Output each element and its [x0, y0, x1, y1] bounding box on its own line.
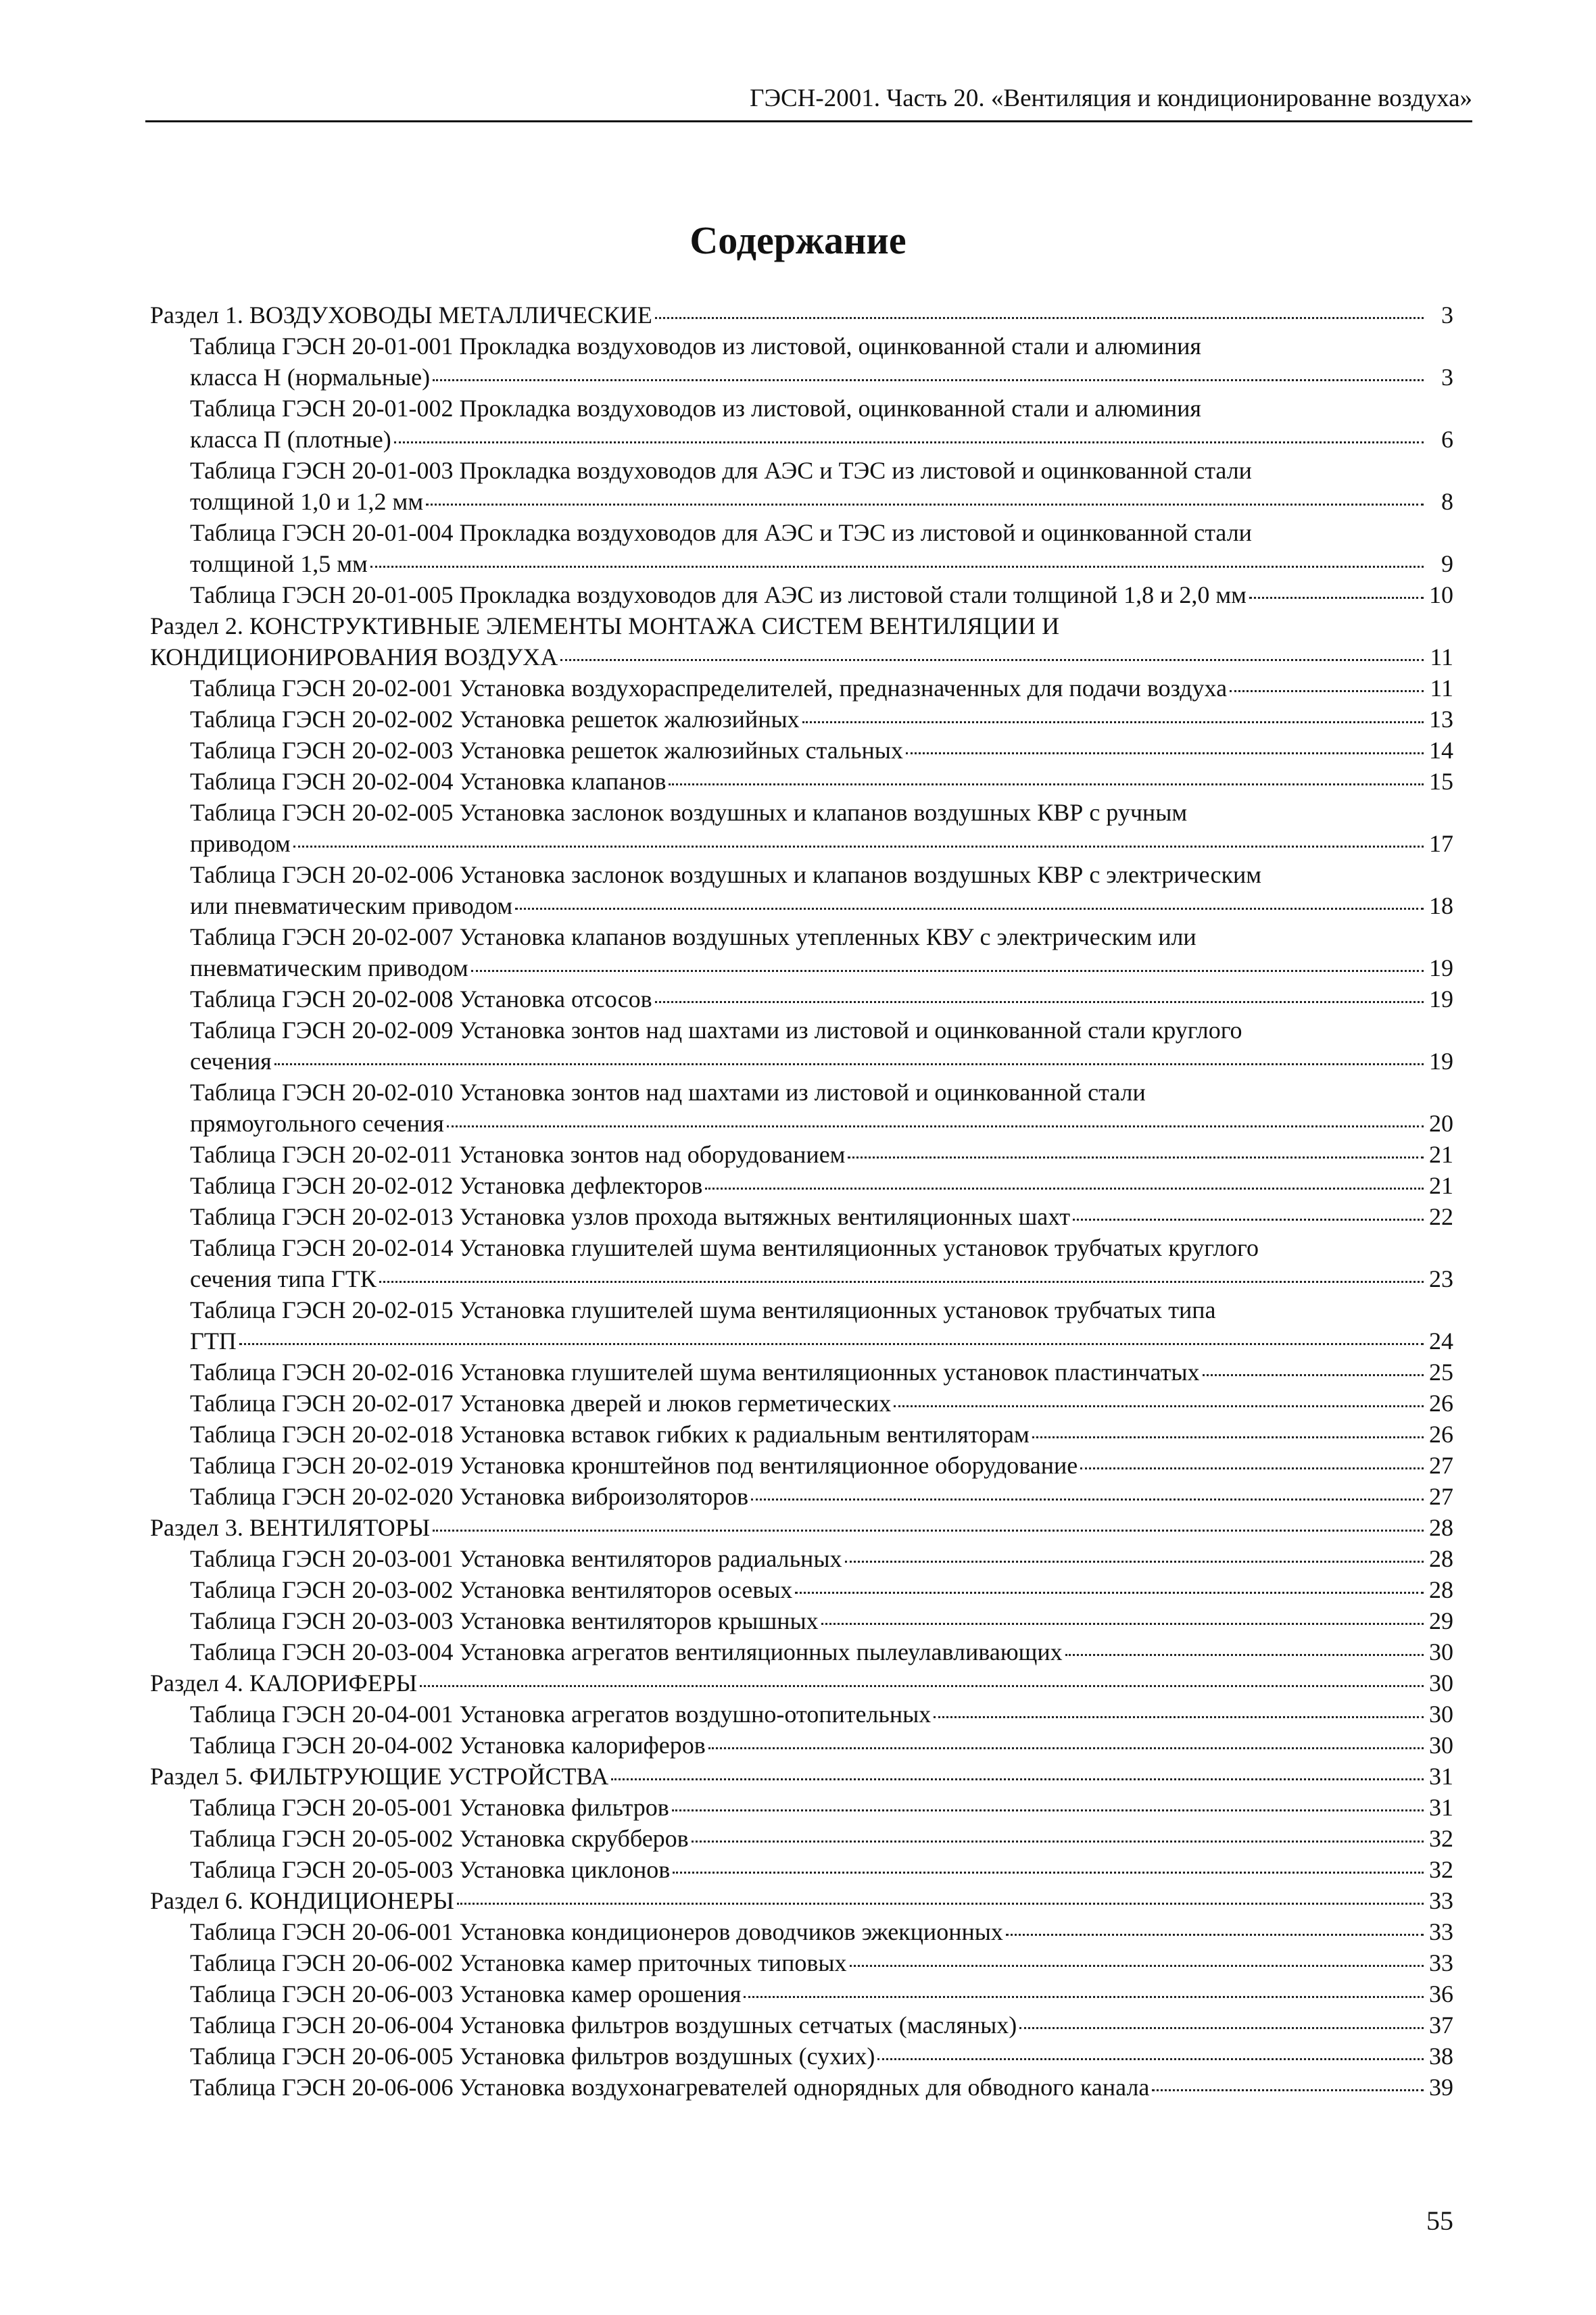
toc-entry-row	[190, 1325, 1453, 1357]
toc-entry-title: Таблица ГЭСН 20-03-004 Установка агрегатов вентиляционных пылеулавливающих	[190, 1638, 1063, 1665]
dot-leader	[426, 504, 1424, 506]
dot-leader	[1203, 1374, 1424, 1376]
toc-entry-row	[190, 952, 1453, 983]
toc-entry-title: Таблица ГЭСН 20-05-001 Установка фильтров	[190, 1794, 669, 1821]
toc-page-number: 13	[1429, 706, 1453, 733]
dot-leader	[795, 1592, 1424, 1594]
dot-leader	[274, 1063, 1424, 1065]
toc-page-number: 17	[1429, 830, 1453, 857]
toc-entry-title: Таблица ГЭСН 20-06-006 Установка воздухонагревателей однорядных для обводного канала	[190, 2074, 1150, 2101]
toc-table-entry[interactable]	[150, 1139, 1453, 1170]
dot-leader	[692, 1841, 1424, 1843]
dot-leader	[420, 1685, 1424, 1687]
toc-table-entry[interactable]	[150, 859, 1453, 921]
toc-entry-row	[190, 486, 1453, 517]
toc-table-entry[interactable]	[150, 1201, 1453, 1232]
toc-entry-title: Таблица ГЭСН 20-04-002 Установка калориферов	[190, 1732, 706, 1759]
toc-page-number: 38	[1429, 2043, 1453, 2070]
toc-entry-row	[190, 2072, 1453, 2103]
toc-entry-title: Таблица ГЭСН 20-02-004 Установка клапанов	[190, 768, 667, 795]
toc-section-entry[interactable]	[150, 1761, 1453, 1792]
toc-table-entry[interactable]	[150, 1419, 1453, 1450]
toc-table-entry[interactable]	[150, 1916, 1453, 1947]
dot-leader	[379, 1281, 1424, 1283]
toc-entry-title: сечения	[190, 1048, 272, 1075]
dot-leader	[471, 970, 1424, 972]
toc-entry-row	[190, 766, 1453, 797]
toc-table-entry[interactable]	[150, 393, 1453, 455]
toc-entry-row	[150, 1885, 1453, 1916]
toc-entry-row	[190, 1170, 1453, 1201]
toc-page-number: 18	[1429, 892, 1453, 919]
dot-leader	[934, 1716, 1424, 1718]
dot-leader	[433, 1530, 1424, 1532]
page-title: Содержание	[690, 218, 906, 262]
toc-table-entry[interactable]	[150, 797, 1453, 859]
toc-entry-row	[150, 299, 1453, 331]
dot-leader	[848, 1156, 1424, 1159]
toc-page-number: 28	[1429, 1576, 1453, 1603]
toc-entry-title: Таблица ГЭСН 20-03-002 Установка вентиляторов осевых	[190, 1576, 793, 1603]
toc-entry-title: Таблица ГЭСН 20-06-004 Установка фильтров воздушных сетчатых (масляных)	[190, 2012, 1017, 2039]
toc-entry-row	[150, 1667, 1453, 1699]
toc-entry-title: Раздел 6. КОНДИЦИОНЕРЫ	[150, 1887, 454, 1914]
toc-entry-title: Раздел 1. ВОЗДУХОВОДЫ МЕТАЛЛИЧЕСКИЕ	[150, 301, 652, 328]
toc-entry-title-line: Раздел 2. КОНСТРУКТИВНЫЕ ЭЛЕМЕНТЫ МОНТАЖА СИСТЕМ ВЕНТИЛЯЦИИ И	[150, 612, 1060, 639]
toc-entry-row	[190, 1916, 1453, 1947]
toc-page-number: 11	[1430, 675, 1453, 702]
toc-table-entry[interactable]	[150, 2072, 1453, 2103]
toc-table-entry[interactable]	[150, 1481, 1453, 1512]
toc-entry-title: пневматическим приводом	[190, 954, 468, 981]
dot-leader	[433, 379, 1424, 381]
toc-section-entry[interactable]	[150, 1512, 1453, 1543]
dot-leader	[673, 1872, 1424, 1874]
toc-entry-row	[150, 641, 1453, 673]
toc-entry-title-line: Таблица ГЭСН 20-02-007 Установка клапанов воздушных утепленных КВУ с электрическим или	[190, 923, 1196, 950]
toc-entry-title-line: Таблица ГЭСН 20-01-002 Прокладка воздуховодов из листовой, оцинкованной стали и алюминия	[190, 395, 1201, 422]
toc-entry-title-line: Таблица ГЭСН 20-02-006 Установка заслонок воздушных и клапанов воздушных КВР с электрическим	[190, 861, 1261, 888]
dot-leader	[802, 721, 1424, 723]
running-header: ГЭСН-2001. Часть 20. «Вентиляция и кондиционированне воздуха»	[145, 84, 1472, 122]
toc-entry-title: Таблица ГЭСН 20-01-005 Прокладка воздуховодов для АЭС из листовой стали толщиной 1,8 и 2,0 мм	[190, 581, 1247, 608]
toc-page-number: 29	[1429, 1607, 1453, 1634]
toc-page-number: 30	[1429, 1638, 1453, 1665]
toc-page-number: 19	[1429, 985, 1453, 1013]
toc-entry-row	[190, 673, 1453, 704]
toc-page-number: 28	[1429, 1545, 1453, 1572]
toc-page-number: 9	[1441, 550, 1453, 577]
toc-table-entry[interactable]	[150, 735, 1453, 766]
dot-leader	[1230, 690, 1424, 692]
toc-entry-row	[190, 1730, 1453, 1761]
toc-page-number: 20	[1429, 1110, 1453, 1137]
toc-page-number: 22	[1429, 1203, 1453, 1230]
toc-table-entry[interactable]	[150, 704, 1453, 735]
toc-page-number: 30	[1429, 1701, 1453, 1728]
toc-entry-title: Таблица ГЭСН 20-03-003 Установка вентиляторов крышных	[190, 1607, 819, 1634]
toc-page-number: 10	[1429, 581, 1453, 608]
toc-entry-row	[190, 1263, 1453, 1294]
toc-entry-title: Раздел 5. ФИЛЬТРУЮЩИЕ УСТРОЙСТВА	[150, 1763, 609, 1790]
toc-page-number: 23	[1429, 1265, 1453, 1292]
dot-leader	[293, 846, 1424, 848]
dot-leader	[672, 1809, 1424, 1811]
toc-entry-row	[150, 1512, 1453, 1543]
dot-leader	[1065, 1654, 1424, 1656]
toc-entry-title-line: Таблица ГЭСН 20-01-003 Прокладка воздуховодов для АЭС и ТЭС из листовой и оцинкованной стали	[190, 457, 1252, 484]
toc-entry-row	[190, 579, 1453, 610]
dot-leader	[1080, 1467, 1424, 1469]
toc-entry-title: Таблица ГЭСН 20-06-003 Установка камер орошения	[190, 1980, 742, 2007]
toc-page-number: 32	[1429, 1856, 1453, 1883]
toc-table-entry[interactable]	[150, 331, 1453, 393]
toc-table-entry[interactable]	[150, 1730, 1453, 1761]
toc-entry-row	[190, 2009, 1453, 2041]
toc-page-number: 6	[1441, 426, 1453, 453]
toc-entry-row	[190, 1978, 1453, 2009]
toc-entry-title: прямоугольного сечения	[190, 1110, 444, 1137]
toc-page-number: 36	[1429, 1980, 1453, 2007]
toc-entry-row	[190, 1108, 1453, 1139]
toc-page-number: 8	[1441, 488, 1453, 515]
toc-table-entry[interactable]	[150, 517, 1453, 579]
toc-page-number: 14	[1429, 737, 1453, 764]
dot-leader	[845, 1561, 1424, 1563]
toc-entry-title: или пневматическим приводом	[190, 892, 513, 919]
toc-entry-title: класса Н (нормальные)	[190, 364, 431, 391]
toc-page-number: 28	[1429, 1514, 1453, 1541]
toc-entry-title-line: Таблица ГЭСН 20-02-009 Установка зонтов над шахтами из листовой и оцинкованной стали круглого	[190, 1017, 1242, 1044]
toc-table-entry[interactable]	[150, 1605, 1453, 1636]
dot-leader	[655, 1001, 1424, 1003]
dot-leader	[560, 659, 1424, 661]
toc-entry-row	[190, 1046, 1453, 1077]
toc-page-number: 11	[1430, 643, 1453, 671]
toc-entry-title: ГТП	[190, 1327, 237, 1355]
dot-leader	[515, 908, 1424, 910]
toc-table-entry[interactable]	[150, 983, 1453, 1015]
toc-entry-row	[190, 424, 1453, 455]
toc-entry-row	[190, 890, 1453, 921]
dot-leader	[744, 1996, 1424, 1998]
toc-entry-title: сечения типа ГТК	[190, 1265, 377, 1292]
toc-entry-row	[190, 1543, 1453, 1574]
toc-entry-row	[190, 1605, 1453, 1636]
table-of-contents	[150, 299, 1453, 2103]
dot-leader	[708, 1747, 1424, 1749]
toc-entry-title: Таблица ГЭСН 20-02-008 Установка отсосов	[190, 985, 652, 1013]
toc-table-entry[interactable]	[150, 1077, 1453, 1139]
dot-leader	[1006, 1934, 1424, 1936]
toc-entry-title: Таблица ГЭСН 20-06-005 Установка фильтров воздушных (сухих)	[190, 2043, 875, 2070]
toc-entry-title: Таблица ГЭСН 20-02-011 Установка зонтов над оборудованием	[190, 1141, 846, 1168]
toc-entry-title: толщиной 1,0 и 1,2 мм	[190, 488, 424, 515]
dot-leader	[655, 317, 1424, 319]
toc-table-entry[interactable]	[150, 1947, 1453, 1978]
toc-entry-title: класса П (плотные)	[190, 426, 391, 453]
dot-leader	[394, 441, 1424, 443]
toc-entry-title: Таблица ГЭСН 20-02-013 Установка узлов прохода вытяжных вентиляционных шахт	[190, 1203, 1071, 1230]
toc-table-entry[interactable]	[150, 1388, 1453, 1419]
toc-page-number: 26	[1429, 1421, 1453, 1448]
dot-leader	[906, 752, 1424, 754]
toc-page-number: 3	[1441, 301, 1453, 328]
toc-section-entry[interactable]	[150, 610, 1453, 673]
toc-page-number: 33	[1429, 1887, 1453, 1914]
toc-table-entry[interactable]	[150, 1699, 1453, 1730]
toc-entry-title: Таблица ГЭСН 20-06-001 Установка кондиционеров доводчиков эжекционных	[190, 1918, 1003, 1945]
toc-page-number: 27	[1429, 1483, 1453, 1510]
dot-leader	[877, 2058, 1424, 2060]
dot-leader	[447, 1125, 1424, 1127]
dot-leader	[1249, 597, 1424, 599]
toc-entry-title: Таблица ГЭСН 20-06-002 Установка камер приточных типовых	[190, 1949, 847, 1976]
toc-entry-row	[190, 1419, 1453, 1450]
toc-page-number: 25	[1429, 1359, 1453, 1386]
toc-page-number: 3	[1441, 364, 1453, 391]
toc-entry-title: Таблица ГЭСН 20-02-002 Установка решеток жалюзийных	[190, 706, 800, 733]
toc-table-entry[interactable]	[150, 766, 1453, 797]
toc-table-entry[interactable]	[150, 921, 1453, 983]
toc-page-number: 26	[1429, 1390, 1453, 1417]
toc-table-entry[interactable]	[150, 1792, 1453, 1823]
toc-entry-row	[190, 735, 1453, 766]
toc-entry-title: Таблица ГЭСН 20-02-001 Установка воздухораспределителей, предназначенных для подачи воздуха	[190, 675, 1228, 702]
toc-entry-row	[190, 1792, 1453, 1823]
toc-entry-title: Таблица ГЭСН 20-04-001 Установка агрегатов воздушно-отопительных	[190, 1701, 932, 1728]
toc-entry-title: Таблица ГЭСН 20-05-002 Установка скрубберов	[190, 1825, 689, 1852]
dot-leader	[821, 1623, 1424, 1625]
dot-leader	[669, 783, 1424, 785]
toc-entry-row	[190, 362, 1453, 393]
toc-table-entry[interactable]	[150, 1543, 1453, 1574]
toc-entry-title: Таблица ГЭСН 20-02-012 Установка дефлекторов	[190, 1172, 703, 1199]
toc-entry-row	[190, 548, 1453, 579]
dot-leader	[1073, 1219, 1424, 1221]
toc-entry-title: толщиной 1,5 мм	[190, 550, 368, 577]
toc-entry-title-line: Таблица ГЭСН 20-02-010 Установка зонтов над шахтами из листовой и оцинкованной стали	[190, 1079, 1146, 1106]
toc-entry-row	[190, 1699, 1453, 1730]
toc-table-entry[interactable]	[150, 1823, 1453, 1854]
toc-section-entry[interactable]	[150, 1667, 1453, 1699]
toc-entry-row	[190, 2041, 1453, 2072]
toc-entry-row	[190, 1388, 1453, 1419]
toc-entry-title: КОНДИЦИОНИРОВАНИЯ ВОЗДУХА	[150, 643, 558, 671]
toc-entry-row	[190, 1450, 1453, 1481]
toc-table-entry[interactable]	[150, 2009, 1453, 2041]
toc-entry-title-line: Таблица ГЭСН 20-01-001 Прокладка воздуховодов из листовой, оцинкованной стали и алюминия	[190, 333, 1201, 360]
toc-entry-title: Таблица ГЭСН 20-02-016 Установка глушителей шума вентиляционных установок пластинчатых	[190, 1359, 1200, 1386]
toc-page-number: 27	[1429, 1452, 1453, 1479]
dot-leader	[370, 566, 1424, 568]
toc-table-entry[interactable]	[150, 1170, 1453, 1201]
toc-page-number: 15	[1429, 768, 1453, 795]
toc-entry-row	[190, 828, 1453, 859]
toc-entry-title: Таблица ГЭСН 20-05-003 Установка циклонов	[190, 1856, 671, 1883]
toc-entry-title: Раздел 3. ВЕНТИЛЯТОРЫ	[150, 1514, 431, 1541]
toc-table-entry[interactable]	[150, 1574, 1453, 1605]
toc-page-number: 37	[1429, 2012, 1453, 2039]
dot-leader	[239, 1343, 1424, 1345]
toc-table-entry[interactable]	[150, 1854, 1453, 1885]
toc-page-number: 19	[1429, 1048, 1453, 1075]
toc-section-entry[interactable]	[150, 1885, 1453, 1916]
toc-entry-row	[190, 1854, 1453, 1885]
toc-entry-row	[190, 1201, 1453, 1232]
toc-entry-row	[190, 1139, 1453, 1170]
toc-entry-title-line: Таблица ГЭСН 20-02-014 Установка глушителей шума вентиляционных установок трубчатых круглого	[190, 1234, 1259, 1261]
toc-table-entry[interactable]	[150, 1232, 1453, 1294]
toc-page-number: 33	[1429, 1918, 1453, 1945]
dot-leader	[850, 1965, 1424, 1967]
toc-table-entry[interactable]	[150, 673, 1453, 704]
toc-table-entry[interactable]	[150, 1294, 1453, 1357]
dot-leader	[894, 1405, 1424, 1407]
page-number: 55	[1426, 2206, 1453, 2236]
toc-entry-row	[190, 1574, 1453, 1605]
toc-page-number: 21	[1429, 1172, 1453, 1199]
toc-entry-title: Раздел 4. КАЛОРИФЕРЫ	[150, 1670, 418, 1697]
toc-page-number: 33	[1429, 1949, 1453, 1976]
dot-leader	[1152, 2089, 1424, 2091]
toc-entry-title: Таблица ГЭСН 20-02-018 Установка вставок гибких к радиальным вентиляторам	[190, 1421, 1030, 1448]
toc-entry-title: приводом	[190, 830, 291, 857]
toc-entry-title: Таблица ГЭСН 20-02-019 Установка кронштейнов под вентиляционное оборудование	[190, 1452, 1078, 1479]
toc-page-number: 30	[1429, 1732, 1453, 1759]
toc-page-number: 31	[1429, 1794, 1453, 1821]
toc-entry-row	[190, 704, 1453, 735]
toc-entry-title: Таблица ГЭСН 20-02-003 Установка решеток жалюзийных стальных	[190, 737, 903, 764]
toc-table-entry[interactable]	[150, 1978, 1453, 2009]
dot-leader	[611, 1778, 1424, 1780]
toc-page-number: 30	[1429, 1670, 1453, 1697]
dot-leader	[705, 1188, 1424, 1190]
toc-entry-row	[190, 1357, 1453, 1388]
toc-table-entry[interactable]	[150, 1357, 1453, 1388]
toc-table-entry[interactable]	[150, 1015, 1453, 1077]
toc-table-entry[interactable]	[150, 1636, 1453, 1667]
dot-leader	[457, 1903, 1424, 1905]
toc-table-entry[interactable]	[150, 2041, 1453, 2072]
toc-page-number: 31	[1429, 1763, 1453, 1790]
dot-leader	[1032, 1436, 1424, 1438]
toc-entry-row	[150, 1761, 1453, 1792]
toc-entry-title: Таблица ГЭСН 20-02-020 Установка виброизоляторов	[190, 1483, 749, 1510]
toc-page-number: 21	[1429, 1141, 1453, 1168]
dot-leader	[1019, 2027, 1424, 2029]
toc-entry-title-line: Таблица ГЭСН 20-01-004 Прокладка воздуховодов для АЭС и ТЭС из листовой и оцинкованной стали	[190, 519, 1252, 546]
toc-entry-row	[190, 1481, 1453, 1512]
toc-table-entry[interactable]	[150, 579, 1453, 610]
toc-entry-title: Таблица ГЭСН 20-03-001 Установка вентиляторов радиальных	[190, 1545, 842, 1572]
toc-entry-title-line: Таблица ГЭСН 20-02-005 Установка заслонок воздушных и клапанов воздушных КВР с ручным	[190, 799, 1188, 826]
toc-entry-row	[190, 1823, 1453, 1854]
toc-table-entry[interactable]	[150, 1450, 1453, 1481]
toc-entry-title-line: Таблица ГЭСН 20-02-015 Установка глушителей шума вентиляционных установок трубчатых типа	[190, 1296, 1216, 1323]
toc-entry-title: Таблица ГЭСН 20-02-017 Установка дверей и люков герметических	[190, 1390, 892, 1417]
toc-entry-row	[190, 983, 1453, 1015]
dot-leader	[751, 1498, 1424, 1501]
toc-section-entry[interactable]	[150, 299, 1453, 331]
toc-table-entry[interactable]	[150, 455, 1453, 517]
toc-page-number: 24	[1429, 1327, 1453, 1355]
toc-page-number: 32	[1429, 1825, 1453, 1852]
toc-page-number: 19	[1429, 954, 1453, 981]
toc-page-number: 39	[1429, 2074, 1453, 2101]
toc-entry-row	[190, 1947, 1453, 1978]
toc-entry-row	[190, 1636, 1453, 1667]
